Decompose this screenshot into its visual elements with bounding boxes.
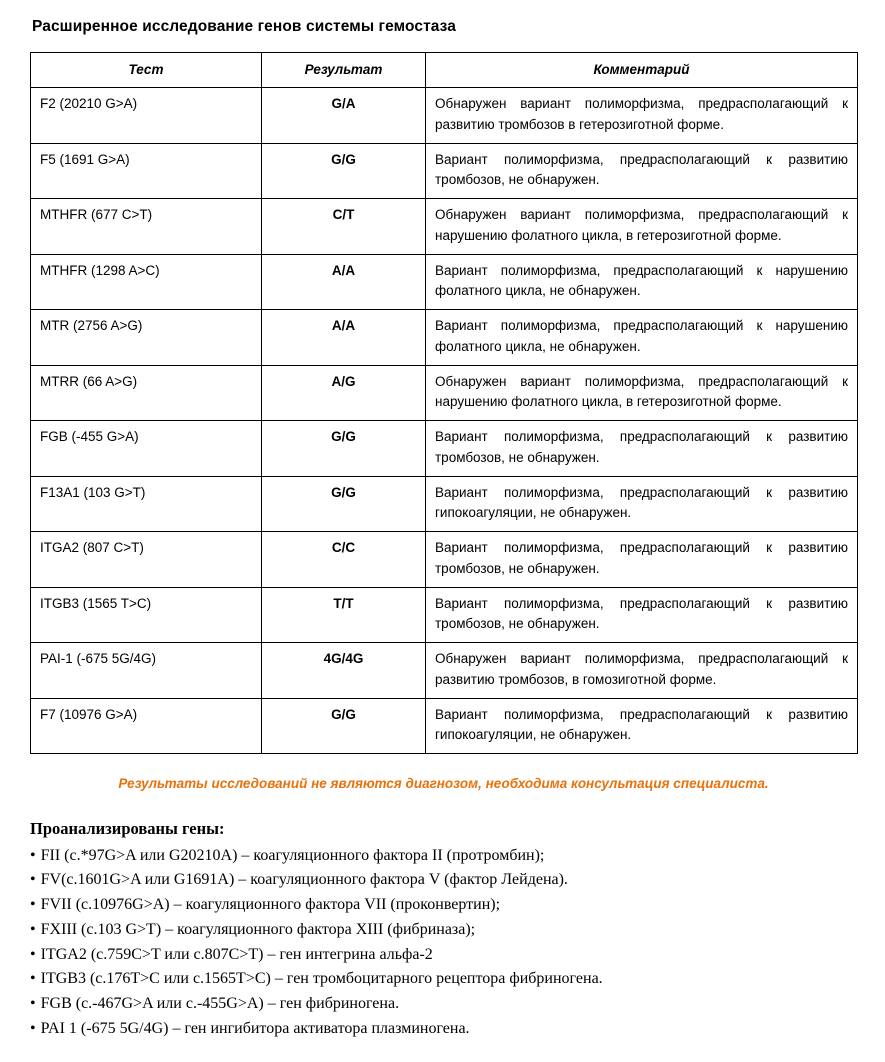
gene-list-item	[30, 993, 642, 1016]
table-row	[31, 476, 858, 532]
gene-list-item	[30, 1018, 642, 1041]
page-title: Расширенное исследование генов системы гемостаза	[32, 18, 456, 35]
test-cell: PAI-1 (-675 5G/4G)	[31, 643, 262, 699]
bullet-icon: •	[30, 970, 36, 988]
bullet-icon: •	[30, 871, 36, 889]
comment-cell: Обнаружен вариант полиморфизма, предрасполагающий к развитию тромбозов, в гомозиготной форме.	[426, 643, 858, 699]
comment-cell: Вариант полиморфизма, предрасполагающий к нарушению фолатного цикла, не обнаружен.	[426, 254, 858, 310]
bullet-icon: •	[30, 945, 36, 963]
result-cell: T/T	[262, 587, 426, 643]
test-cell: MTHFR (677 C>T)	[31, 199, 262, 255]
test-cell: F13A1 (103 G>T)	[31, 476, 262, 532]
table-row	[31, 421, 858, 477]
comment-cell: Вариант полиморфизма, предрасполагающий к развитию гипокоагуляции, не обнаружен.	[426, 476, 858, 532]
bullet-icon: •	[30, 896, 36, 914]
test-cell: F7 (10976 G>A)	[31, 698, 262, 754]
table-row	[31, 254, 858, 310]
test-cell: MTRR (66 A>G)	[31, 365, 262, 421]
comment-cell: Обнаружен вариант полиморфизма, предрасполагающий к развитию тромбозов в гетерозиготной форме.	[426, 88, 858, 144]
table-row	[31, 365, 858, 421]
test-cell: ITGB3 (1565 T>C)	[31, 587, 262, 643]
gene-item-text: FGB (c.-467G>A или c.-455G>A) – ген фибриногена.	[40, 994, 400, 1012]
table-header-row	[31, 53, 858, 88]
result-cell: G/G	[262, 421, 426, 477]
result-cell: G/A	[262, 88, 426, 144]
results-table	[30, 52, 858, 754]
test-cell: MTR (2756 A>G)	[31, 310, 262, 366]
table-row	[31, 143, 858, 199]
header-result: Результат	[262, 53, 426, 88]
gene-item-text: PAI 1 (-675 5G/4G) – ген ингибитора активатора плазминогена.	[40, 1019, 470, 1037]
analyzed-genes-section	[30, 817, 642, 1040]
gene-list-item	[30, 869, 642, 892]
test-cell: ITGA2 (807 C>T)	[31, 532, 262, 588]
result-cell: A/A	[262, 310, 426, 366]
gene-item-text: FV(c.1601G>A или G1691A) – коагуляционного фактора V (фактор Лейдена).	[40, 871, 568, 889]
table-row	[31, 532, 858, 588]
bullet-icon: •	[30, 994, 36, 1012]
table-row	[31, 88, 858, 144]
result-cell: A/G	[262, 365, 426, 421]
genes-heading: Проанализированы гены:	[30, 819, 225, 839]
table-row	[31, 587, 858, 643]
gene-list-item	[30, 944, 642, 967]
gene-list-item	[30, 894, 642, 917]
gene-item-text: FVII (c.10976G>A) – коагуляционного фактора VII (проконвертин);	[40, 896, 501, 914]
result-cell: 4G/4G	[262, 643, 426, 699]
result-cell: C/T	[262, 199, 426, 255]
comment-cell: Вариант полиморфизма, предрасполагающий к развитию тромбозов, не обнаружен.	[426, 143, 858, 199]
header-test: Тест	[31, 53, 262, 88]
comment-cell: Вариант полиморфизма, предрасполагающий к развитию тромбозов, не обнаружен.	[426, 532, 858, 588]
comment-cell: Вариант полиморфизма, предрасполагающий к развитию гипокоагуляции, не обнаружен.	[426, 698, 858, 754]
header-comment: Комментарий	[426, 53, 858, 88]
test-cell: F2 (20210 G>A)	[31, 88, 262, 144]
test-cell: FGB (-455 G>A)	[31, 421, 262, 477]
gene-item-text: FII (c.*97G>A или G20210A) – коагуляционного фактора II (протромбин);	[40, 846, 545, 864]
result-cell: C/C	[262, 532, 426, 588]
comment-cell: Обнаружен вариант полиморфизма, предрасполагающий к нарушению фолатного цикла, в гетерозиготной форме.	[426, 365, 858, 421]
result-cell: G/G	[262, 476, 426, 532]
test-cell: F5 (1691 G>A)	[31, 143, 262, 199]
disclaimer-note: Результаты исследований не являются диагнозом, необходима консультация специалиста.	[118, 776, 769, 792]
table-row	[31, 310, 858, 366]
comment-cell: Обнаружен вариант полиморфизма, предрасполагающий к нарушению фолатного цикла, в гетерозиготной форме.	[426, 199, 858, 255]
result-cell: A/A	[262, 254, 426, 310]
gene-list-item	[30, 845, 642, 868]
bullet-icon: •	[30, 846, 36, 864]
table-row	[31, 698, 858, 754]
comment-cell: Вариант полиморфизма, предрасполагающий к нарушению фолатного цикла, не обнаружен.	[426, 310, 858, 366]
gene-item-text: ITGB3 (c.176T>C или c.1565T>C) – ген тромбоцитарного рецептора фибриногена.	[40, 970, 603, 988]
comment-cell: Вариант полиморфизма, предрасполагающий к развитию тромбозов, не обнаружен.	[426, 587, 858, 643]
table-row	[31, 643, 858, 699]
result-cell: G/G	[262, 698, 426, 754]
gene-item-text: ITGA2 (c.759C>T или c.807C>T) – ген интегрина альфа-2	[40, 945, 433, 963]
result-cell: G/G	[262, 143, 426, 199]
bullet-icon: •	[30, 920, 36, 938]
comment-cell: Вариант полиморфизма, предрасполагающий к развитию тромбозов, не обнаружен.	[426, 421, 858, 477]
gene-list-item	[30, 919, 642, 942]
gene-list-item	[30, 968, 642, 991]
bullet-icon: •	[30, 1019, 36, 1037]
gene-item-text: FXIII (c.103 G>T) – коагуляционного фактора XIII (фибриназа);	[40, 920, 476, 938]
table-row	[31, 199, 858, 255]
test-cell: MTHFR (1298 A>C)	[31, 254, 262, 310]
